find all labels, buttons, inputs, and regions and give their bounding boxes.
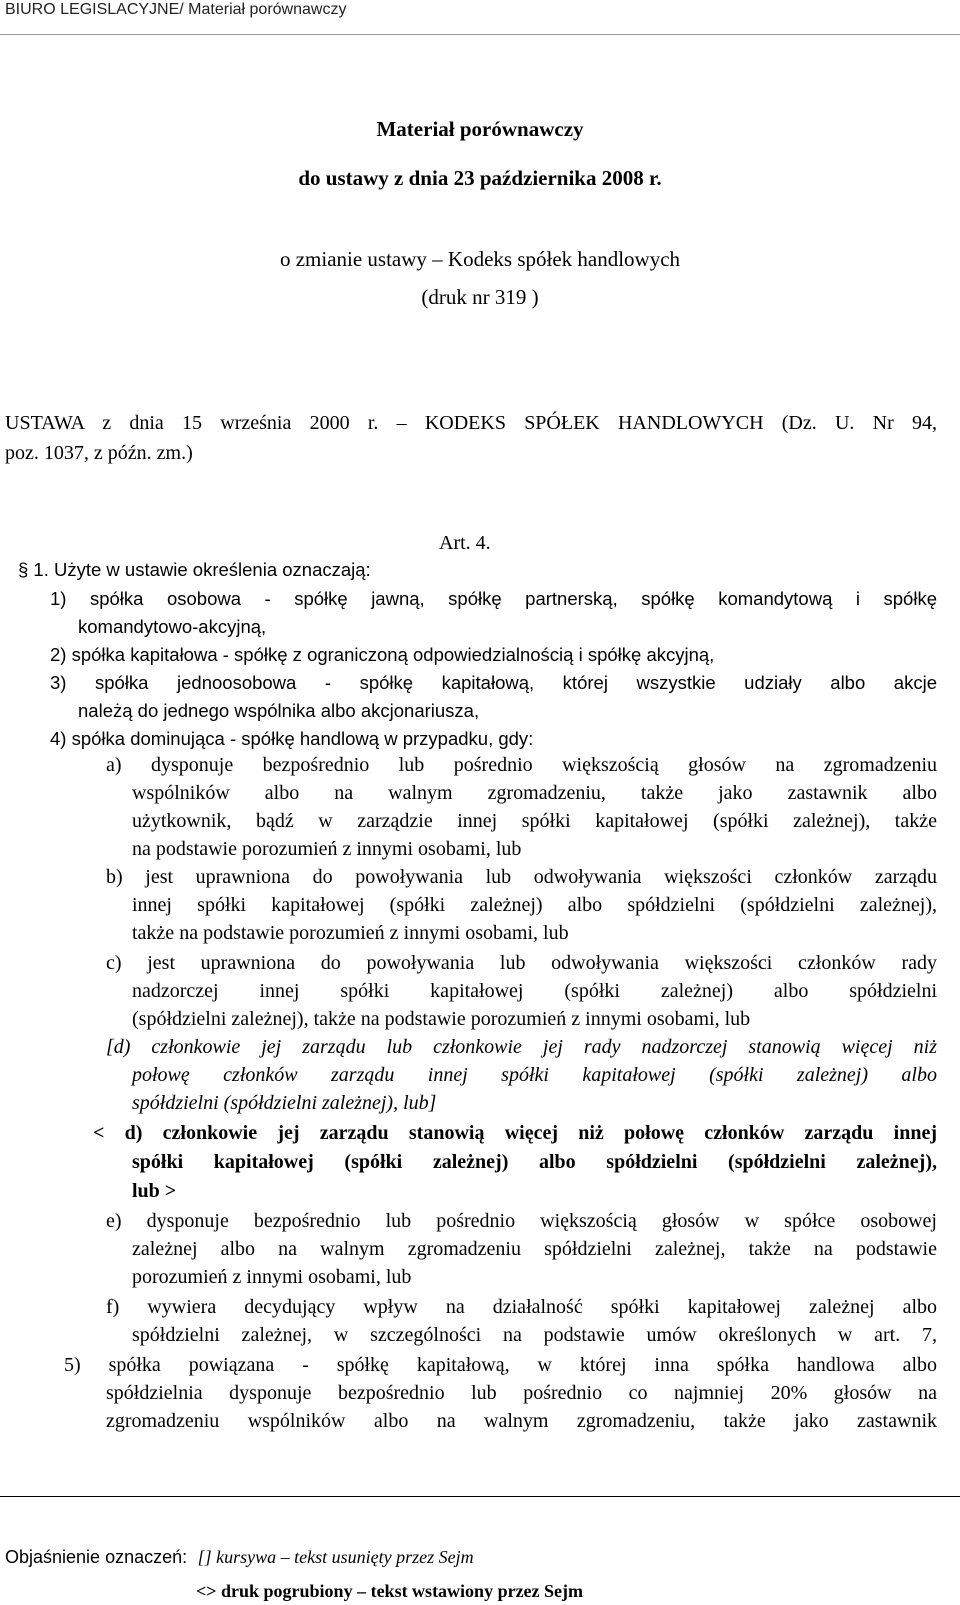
- act-reference-line: poz. 1037, z późn. zm.): [5, 442, 193, 464]
- item-b-line: b) jest uprawniona do powoływania lub odwoływania większości członków zarządu: [106, 866, 937, 888]
- point-4: 4) spółka dominująca - spółkę handlową w przypadku, gdy:: [50, 728, 534, 749]
- inserted-item-d-line: spółki kapitałowej (spółki zależnej) albo spółdzielni (spółdzielni zależnej),: [132, 1151, 937, 1173]
- item-c-line: (spółdzielni zależnej), także na podstawie porozumień z innymi osobami, lub: [132, 1008, 751, 1030]
- point-2: 2) spółka kapitałowa - spółkę z ograniczoną odpowiedzialnością i spółkę akcyjną,: [50, 644, 715, 665]
- item-c-line: nadzorczej innej spółki kapitałowej (spółki zależnej) albo spółdzielni: [132, 980, 937, 1002]
- point-1-line: 1) spółka osobowa - spółkę jawną, spółkę partnerską, spółkę komandytową i spółkę: [50, 588, 937, 609]
- item-e-line: porozumień z innymi osobami, lub: [132, 1266, 412, 1288]
- removed-item-d-line: spółdzielni (spółdzielni zależnej), lub]: [132, 1092, 437, 1114]
- item-c-line: c) jest uprawniona do powoływania lub odwoływania większości członków rady: [106, 952, 937, 974]
- print-number: (druk nr 319 ): [421, 285, 539, 309]
- point-5-line: zgromadzeniu wspólników albo na walnym zgromadzeniu, także jako zastawnik: [106, 1410, 937, 1432]
- document-subtitle: do ustawy z dnia 23 października 2008 r.: [298, 166, 662, 190]
- item-a-line: użytkownik, bądź w zarządzie innej spółki kapitałowej (spółki zależnej), także: [132, 810, 937, 832]
- item-a-line: wspólników albo na walnym zgromadzeniu, także jako zastawnik albo: [132, 782, 937, 804]
- point-3-line: 3) spółka jednoosobowa - spółkę kapitałową, której wszystkie udziały albo akcje: [50, 672, 937, 693]
- item-b-line: innej spółki kapitałowej (spółki zależnej) albo spółdzielni (spółdzielni zależnej),: [132, 894, 937, 916]
- point-3-line: należą do jednego wspólnika albo akcjonariusza,: [78, 700, 480, 721]
- removed-item-d-line: [d) członkowie jej zarządu lub członkowie jej rady nadzorczej stanowią więcej niż: [106, 1036, 937, 1058]
- act-reference-line: USTAWA z dnia 15 września 2000 r. – KODEKS SPÓŁEK HANDLOWYCH (Dz. U. Nr 94,: [5, 412, 937, 434]
- inserted-item-d-line: lub >: [132, 1180, 177, 1202]
- point-5-line: 5) spółka powiązana - spółkę kapitałową, w której inna spółka handlowa albo: [64, 1354, 937, 1376]
- point-1-line: komandytowo-akcyjną,: [78, 616, 267, 637]
- point-5-line: spółdzielnia dysponuje bezpośrednio lub pośrednio co najmniej 20% głosów na: [106, 1382, 937, 1404]
- bill-title: o zmianie ustawy – Kodeks spółek handlowych: [279, 247, 681, 271]
- legend-removed: [5, 1546, 474, 1568]
- article-heading: Art. 4.: [439, 532, 491, 554]
- removed-item-d-line: połowę członków zarządu innej spółki kapitałowej (spółki zależnej) albo: [132, 1064, 937, 1086]
- item-f-line: spółdzielni zależnej, w szczególności na podstawie umów określonych w art. 7,: [132, 1324, 937, 1346]
- item-e-line: zależnej albo na walnym zgromadzeniu spółdzielni zależnej, także na podstawie: [132, 1238, 937, 1260]
- header-divider: [0, 34, 960, 35]
- legend-added: <> druk pogrubiony – tekst wstawiony przez Sejm: [196, 1581, 584, 1601]
- inserted-item-d-line: < d) członkowie jej zarządu stanowią więcej niż połowę członków zarządu innej: [93, 1122, 937, 1144]
- item-e-line: e) dysponuje bezpośrednio lub pośrednio większością głosów w spółce osobowej: [106, 1210, 937, 1232]
- item-a-line: a) dysponuje bezpośrednio lub pośrednio większością głosów na zgromadzeniu: [106, 754, 937, 776]
- item-a-line: na podstawie porozumień z innymi osobami, lub: [132, 838, 522, 860]
- legend-label: Objaśnienie oznaczeń:: [5, 1547, 188, 1567]
- footer-divider: [0, 1496, 960, 1497]
- document-title: Materiał porównawczy: [376, 117, 584, 141]
- item-f-line: f) wywiera decydujący wpływ na działalność spółki kapitałowej zależnej albo: [106, 1296, 937, 1318]
- page-header: BIURO LEGISLACYJNE/ Materiał porównawczy: [5, 1, 347, 18]
- legend-removed-text: [] kursywa – tekst usunięty przez Sejm: [197, 1547, 474, 1567]
- item-b-line: także na podstawie porozumień z innymi osobami, lub: [132, 922, 569, 944]
- section-intro: § 1. Użyte w ustawie określenia oznaczają:: [18, 559, 371, 580]
